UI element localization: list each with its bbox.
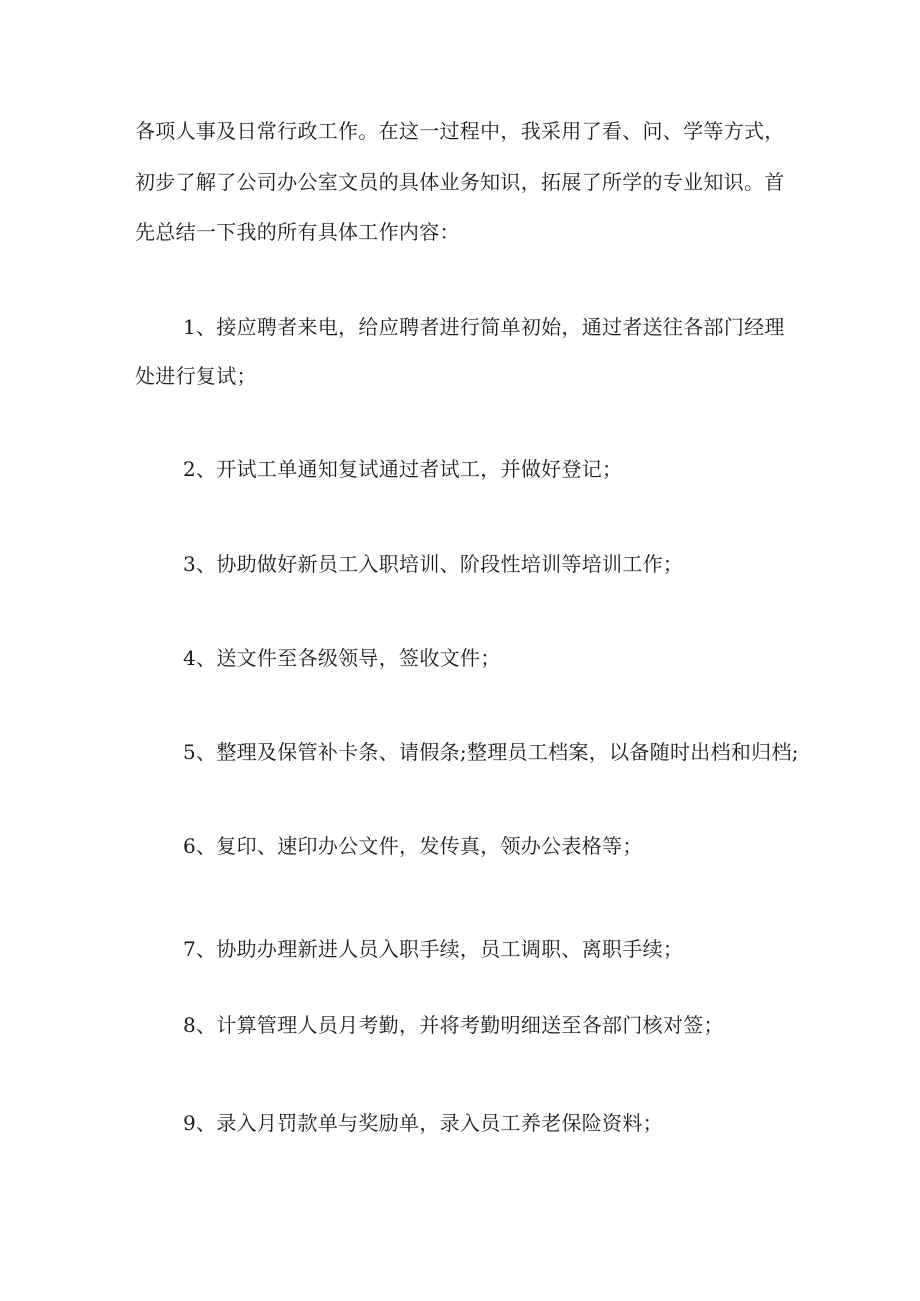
list-item-2: 2、开试工单通知复试通过者试工，并做好登记； bbox=[183, 457, 623, 481]
intro-line-3: 先总结一下我的所有具体工作内容： bbox=[135, 220, 460, 244]
intro-line-2: 初步了解了公司办公室文员的具体业务知识，拓展了所学的专业知识。首 bbox=[135, 170, 785, 194]
list-item-4: 4、送文件至各级领导，签收文件； bbox=[183, 646, 501, 670]
list-item-8: 8、计算管理人员月考勤，并将考勤明细送至各部门核对签； bbox=[183, 1013, 724, 1037]
intro-line-1: 各项人事及日常行政工作。在这一过程中，我采用了看、问、学等方式， bbox=[135, 119, 785, 143]
list-item-6: 6、复印、速印办公文件，发传真，领办公表格等； bbox=[183, 834, 643, 858]
list-item-1-line-2: 处进行复试； bbox=[135, 364, 257, 388]
list-item-7: 7、协助办理新进人员入职手续，员工调职、离职手续； bbox=[183, 937, 684, 961]
list-item-1-line-1: 1、接应聘者来电，给应聘者进行简单初始，通过者送往各部门经理 bbox=[183, 315, 785, 339]
list-item-9: 9、录入月罚款单与奖励单，录入员工养老保险资料； bbox=[183, 1111, 663, 1135]
list-item-5: 5、整理及保管补卡条、请假条;整理员工档案，以备随时出档和归档; bbox=[183, 740, 799, 764]
list-item-3: 3、协助做好新员工入职培训、阶段性培训等培训工作； bbox=[183, 552, 684, 576]
